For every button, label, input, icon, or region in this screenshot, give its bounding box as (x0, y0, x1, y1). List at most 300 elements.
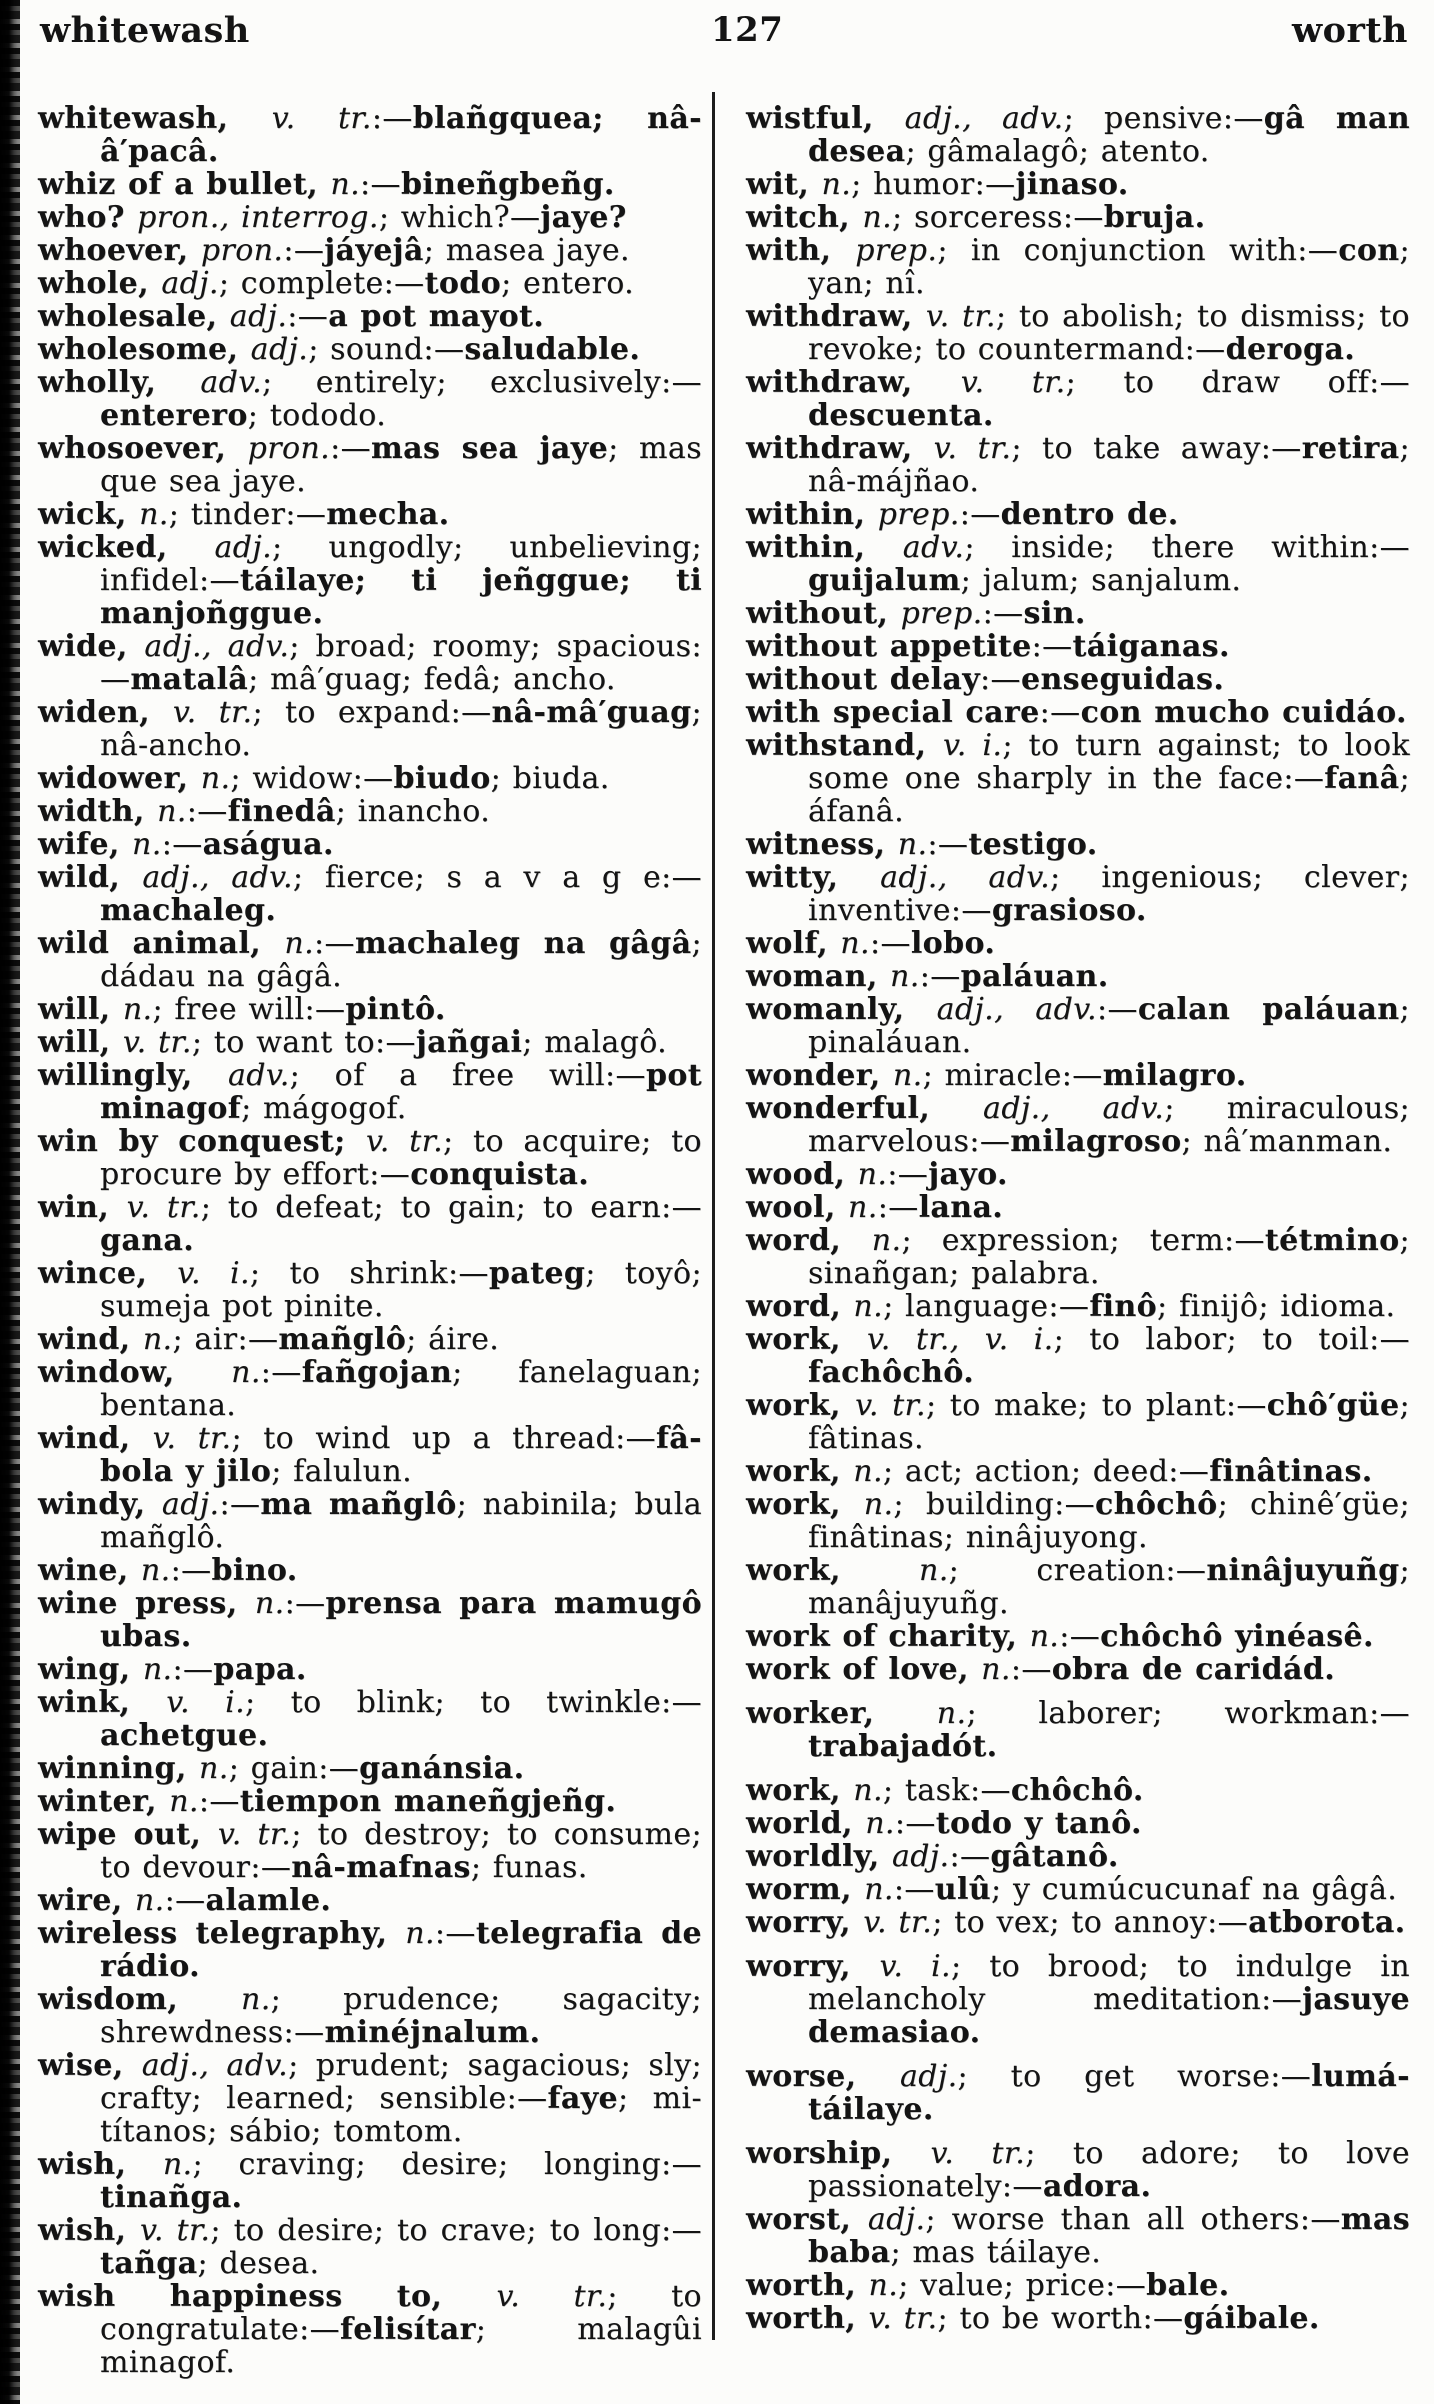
headword-or-translation: wonderful, (746, 1091, 984, 1126)
headword-or-translation: wince, (38, 1256, 178, 1291)
headword-or-translation: winning, (38, 1751, 200, 1786)
headword-or-translation: obra de caridád. (1051, 1652, 1336, 1687)
dictionary-entry (746, 927, 1410, 960)
headword-or-translation: wild animal, (38, 926, 285, 961)
headword-or-translation: jáyejâ (324, 233, 424, 268)
dictionary-entry (38, 333, 702, 366)
headword-or-translation: wood, (746, 1157, 858, 1192)
part-of-speech: adj., adv. (936, 992, 1097, 1027)
headword-or-translation: wolf, (746, 926, 841, 961)
headword-or-translation: con (1338, 233, 1400, 268)
headword-or-translation: prensa para mamugô ubas. (100, 1586, 703, 1654)
gloss-text: ; language:— (883, 1289, 1090, 1324)
headword-or-translation: wholly, (38, 365, 201, 400)
gloss-text: ; entirely; exclusively:— (262, 365, 702, 400)
headword-or-translation: wool, (746, 1190, 849, 1225)
headword-or-translation: tinañga. (100, 2180, 243, 2215)
part-of-speech: n. (132, 827, 162, 862)
headword-or-translation: enseguidas. (1020, 662, 1225, 697)
headword-or-translation: jaye? (540, 200, 627, 235)
part-of-speech: n. (840, 926, 870, 961)
headword-or-translation: saludable. (464, 332, 641, 367)
part-of-speech: pron. (200, 233, 284, 268)
dictionary-entry (746, 1224, 1410, 1290)
part-of-speech: n. (254, 1586, 285, 1621)
gloss-text: :— (287, 299, 329, 334)
headword-or-translation: willingly, (38, 1058, 229, 1093)
headword-or-translation: mas baba (808, 2202, 1411, 2270)
gloss-text: :— (887, 1157, 929, 1192)
headword-or-translation: chôchô. (1010, 1773, 1144, 1808)
dictionary-entry (746, 1059, 1410, 1092)
part-of-speech: v. i. (177, 1256, 250, 1291)
headword-or-translation: whitewash, (38, 101, 272, 136)
headword-or-translation: deroga. (1225, 332, 1356, 367)
dictionary-entry (38, 1059, 702, 1125)
gloss-text: ; tinder:— (168, 497, 327, 532)
part-of-speech: n. (157, 794, 187, 829)
headword-or-translation: achetgue. (100, 1718, 269, 1753)
headword-or-translation: mañglô (278, 1322, 407, 1357)
gloss-text: :— (170, 1553, 212, 1588)
headword-or-translation: with special care (746, 695, 1040, 730)
part-of-speech: n. (134, 1883, 165, 1918)
gloss-text: ; falulun. (271, 1454, 413, 1489)
gloss-text: ; sinañgan; palabra. (808, 1223, 1411, 1291)
part-of-speech: v. tr. (126, 1190, 201, 1225)
gloss-text: :— (1010, 1652, 1052, 1687)
dictionary-entry (38, 1026, 702, 1059)
part-of-speech: n. (871, 1223, 902, 1258)
gloss-text: ; nâ-májñao. (808, 431, 1410, 499)
headword-or-translation: win, (38, 1190, 127, 1225)
dictionary-entry (38, 1653, 702, 1686)
dictionary-entry (746, 1389, 1410, 1455)
part-of-speech: v. tr. (140, 2213, 211, 2248)
page-number: 127 (710, 10, 784, 50)
part-of-speech: v. tr. (863, 1905, 933, 1940)
gloss-text: ; to take away:— (1011, 431, 1302, 466)
dictionary-entry (746, 168, 1410, 201)
part-of-speech: adj. (891, 1839, 950, 1874)
gloss-text: ; fierce; s a v a g e:— (292, 860, 703, 895)
gloss-text: ; áire. (406, 1322, 500, 1357)
dictionary-entry (746, 2137, 1410, 2203)
part-of-speech: v. tr. (933, 431, 1012, 466)
headword-or-translation: testigo. (968, 827, 1098, 862)
dictionary-entry (38, 1983, 702, 2049)
part-of-speech: n. (892, 1058, 923, 1093)
part-of-speech: v. tr. (925, 299, 996, 334)
headword-or-translation: window, (38, 1355, 232, 1390)
gloss-text: :— (980, 662, 1021, 697)
part-of-speech: n. (848, 1190, 878, 1225)
headword-or-translation: ulû (934, 1872, 992, 1907)
headword-or-translation: withdraw, (746, 365, 961, 400)
dictionary-entry (746, 1455, 1410, 1488)
gloss-text: ; miraculous; marvelous:— (808, 1091, 1411, 1159)
headword-or-translation: work, (746, 1773, 854, 1808)
part-of-speech: adj. (229, 299, 288, 334)
gloss-text: ; which?— (378, 200, 541, 235)
headword-or-translation: widen, (38, 695, 173, 730)
headword-or-translation: a pot mayot. (328, 299, 545, 334)
part-of-speech: n. (821, 167, 852, 202)
gloss-text: ; to be worth:— (937, 2301, 1184, 2336)
gloss-text: ; humor:— (851, 167, 1016, 202)
headword-or-translation: worry, (746, 1905, 864, 1940)
headword-or-translation: finedâ (227, 794, 336, 829)
headword-or-translation: jayo. (928, 1157, 1008, 1192)
headword-or-translation: without, (746, 596, 901, 631)
headword-or-translation: retira (1301, 431, 1400, 466)
part-of-speech: pron., interrog. (137, 200, 379, 235)
gloss-text: ; worse than all others:— (925, 2202, 1341, 2237)
part-of-speech: v. i. (166, 1685, 246, 1720)
part-of-speech: n. (122, 992, 153, 1027)
gloss-text: ; craving; desire; longing:— (192, 2147, 702, 2182)
part-of-speech: n. (169, 1784, 199, 1819)
gloss-text: ; y cumúcucunaf na gâgâ. (991, 1872, 1398, 1907)
headword-or-translation: bale. (1146, 2268, 1230, 2303)
part-of-speech: v. tr. (152, 1421, 232, 1456)
part-of-speech: v. tr. (855, 1388, 926, 1423)
gloss-text: ; expression; term:— (901, 1223, 1265, 1258)
headword-or-translation: withdraw, (746, 299, 926, 334)
gloss-text: :— (172, 1652, 214, 1687)
part-of-speech: adj., adv. (983, 1091, 1165, 1126)
part-of-speech: prep. (855, 233, 938, 268)
gloss-text: ; to adore; to love passionately:— (808, 2136, 1410, 2204)
gloss-text: ; gâmalagô; atento. (905, 134, 1210, 169)
dictionary-entry (38, 1818, 702, 1884)
dictionary-entry (746, 1697, 1410, 1763)
dictionary-entry (746, 1774, 1410, 1807)
gloss-text: ; to want to:— (191, 1025, 416, 1060)
part-of-speech: adj. (900, 2059, 958, 2094)
gloss-text: ; fâtinas. (808, 1388, 1410, 1456)
dictionary-entry (38, 2280, 702, 2379)
gloss-text: :— (1059, 1619, 1101, 1654)
headword-or-translation: wick, (38, 497, 140, 532)
headword-or-translation: minéjnalum. (324, 2015, 541, 2050)
headword-or-translation: work, (746, 1553, 919, 1588)
headword-or-translation: wind, (38, 1322, 143, 1357)
headword-or-translation: todo (424, 266, 502, 301)
gloss-text: ; mi-títanos; sábio; tomtom. (100, 2081, 703, 2149)
gloss-text: ; gain:— (228, 1751, 360, 1786)
headword-or-translation: ninâjuyuñg (1206, 1553, 1400, 1588)
headword-or-translation: with, (746, 233, 856, 268)
part-of-speech: n. (863, 1487, 894, 1522)
headword-or-translation: telegrafia de rádio. (100, 1916, 702, 1984)
gloss-text: ; sound:— (308, 332, 465, 367)
part-of-speech: adv. (902, 530, 965, 565)
dictionary-entry (746, 300, 1410, 366)
gloss-text: :— (982, 596, 1024, 631)
gloss-text: ; to congratulate:— (100, 2279, 702, 2347)
gloss-text: ; to desire; to crave; to long:— (210, 2213, 702, 2248)
dictionary-entry (746, 102, 1410, 168)
headword-or-translation: wink, (38, 1685, 167, 1720)
part-of-speech: n. (868, 2268, 899, 2303)
headword-or-translation: aságua. (202, 827, 334, 862)
headword-or-translation: blañgquea; nâ-â′pacâ. (100, 101, 703, 169)
headword-or-translation: fanâ (1324, 761, 1400, 796)
part-of-speech: n. (199, 1751, 229, 1786)
part-of-speech: n. (284, 926, 315, 961)
part-of-speech: adj., adv. (142, 860, 293, 895)
dictionary-entry (746, 993, 1410, 1059)
dictionary-entry (746, 1950, 1410, 2049)
dictionary-entry (746, 1290, 1410, 1323)
part-of-speech: n. (139, 497, 169, 532)
headword-or-translation: enterero (100, 398, 248, 433)
part-of-speech: adj., adv. (144, 629, 290, 664)
headword-or-translation: wine press, (38, 1586, 255, 1621)
headword-or-translation: ma mañglô (260, 1487, 457, 1522)
part-of-speech: n. (240, 1982, 271, 2017)
scan-edge-artifact (0, 0, 20, 2404)
part-of-speech: adv. (228, 1058, 290, 1093)
gloss-text: ; prudent; sagacious; sly; crafty; learned; sensible:— (100, 2048, 703, 2116)
headword-or-translation: wisdom, (38, 1982, 241, 2017)
gloss-text: ; miracle:— (922, 1058, 1103, 1093)
gloss-text: :— (434, 1916, 476, 1951)
dictionary-entry (746, 531, 1410, 597)
gloss-text: ; pinaláuan. (808, 992, 1411, 1060)
headword-or-translation: without delay (746, 662, 981, 697)
headword-or-translation: worship, (746, 2136, 931, 2171)
dictionary-entry (38, 1488, 702, 1554)
gloss-text: :— (260, 1355, 302, 1390)
gloss-text: ; mâ′guag; fedâ; ancho. (248, 662, 616, 697)
dictionary-entry (746, 960, 1410, 993)
part-of-speech: n. (857, 1157, 888, 1192)
dictionary-entry (746, 2060, 1410, 2126)
gloss-text: ; malagô. (522, 1025, 668, 1060)
gloss-text: ; to wind up a thread:— (231, 1421, 656, 1456)
headword-or-translation: matalâ (130, 662, 249, 697)
dictionary-entry (746, 1191, 1410, 1224)
dictionary-entry (38, 267, 702, 300)
headword-or-translation: descuenta. (808, 398, 994, 433)
dictionary-entry (746, 828, 1410, 861)
gloss-text: ; creation:— (948, 1553, 1207, 1588)
gloss-text: :— (198, 1784, 240, 1819)
headword-or-translation: worse, (746, 2059, 900, 2094)
gloss-text: :— (959, 497, 1001, 532)
part-of-speech: n. (162, 2147, 193, 2182)
headword-or-translation: work, (746, 1454, 854, 1489)
gloss-text: :— (186, 794, 228, 829)
dictionary-entry (38, 2214, 702, 2280)
headword-or-translation: nâ-mâ′guag (491, 695, 692, 730)
gloss-text: ; finijô; idioma. (1157, 1289, 1396, 1324)
dictionary-entry (746, 696, 1410, 729)
dictionary-entry (38, 1356, 702, 1422)
part-of-speech: n. (330, 167, 361, 202)
right-column (746, 102, 1410, 2379)
gloss-text: ; inancho. (335, 794, 491, 829)
part-of-speech: n. (140, 1553, 171, 1588)
headword-or-translation: táilaye; ti jeñggue; ti manjoñggue. (100, 563, 702, 631)
gloss-text: ; laborer; workman:— (966, 1696, 1410, 1731)
headword-or-translation: bino. (211, 1553, 298, 1588)
gloss-text: ; to draw off:— (1065, 365, 1410, 400)
headword-or-translation: gáibale. (1183, 2301, 1320, 2336)
headword-or-translation: worst, (746, 2202, 868, 2237)
headword-or-translation: faye (547, 2081, 619, 2116)
headword-or-translation: wholesome, (38, 332, 251, 367)
headword-or-translation: word, (746, 1289, 854, 1324)
headword-or-translation: lana. (918, 1190, 1004, 1225)
dictionary-entry (746, 1323, 1410, 1389)
gloss-text: :— (283, 233, 325, 268)
part-of-speech: adj., adv. (141, 2048, 289, 2083)
gloss-text: ; ingenious; clever; inventive:— (808, 860, 1411, 928)
dictionary-entry (746, 201, 1410, 234)
part-of-speech: adj., adv. (904, 101, 1064, 136)
dictionary-entry (746, 432, 1410, 498)
headword-or-translation: whole, (38, 266, 162, 301)
part-of-speech: n. (853, 1773, 883, 1808)
headword-or-translation: wicked, (38, 530, 215, 565)
headword-or-translation: lumá-táilaye. (808, 2059, 1410, 2127)
gloss-text: ; free will:— (152, 992, 346, 1027)
headword-or-translation: will, (38, 992, 123, 1027)
dictionary-entry (746, 1906, 1410, 1939)
gloss-text: ; inside; there within:— (964, 530, 1410, 565)
gloss-text: :— (1031, 629, 1073, 664)
part-of-speech: n. (200, 761, 231, 796)
dictionary-entry (38, 927, 702, 993)
headword-or-translation: gâtanô. (990, 1839, 1119, 1874)
dictionary-entry (38, 234, 702, 267)
headword-or-translation: wistful, (746, 101, 905, 136)
headword-or-translation: conquista. (410, 1157, 590, 1192)
part-of-speech: v. tr. (496, 2279, 608, 2314)
headword-or-translation: adora. (1042, 2169, 1152, 2204)
gloss-text: ; prudence; sagacity; shrewdness:— (100, 1982, 702, 2050)
gloss-text: :— (164, 1883, 206, 1918)
headword-or-translation: witch, (746, 200, 863, 235)
headword-or-translation: dentro de. (1000, 497, 1179, 532)
headword-or-translation: work, (746, 1388, 856, 1423)
headword-or-translation: width, (38, 794, 158, 829)
gloss-text: ; toyô; sumeja pot pinite. (100, 1256, 703, 1324)
headword-or-translation: witty, (746, 860, 881, 895)
headword-or-translation: chôchô yinéasê. (1100, 1619, 1374, 1654)
part-of-speech: adj. (161, 266, 219, 301)
page-header (40, 10, 1408, 51)
part-of-speech: v. tr. (122, 1025, 192, 1060)
dictionary-entry (38, 1257, 702, 1323)
part-of-speech: n. (981, 1652, 1011, 1687)
gloss-text: :— (330, 431, 371, 466)
dictionary-entry (38, 1125, 702, 1191)
gloss-text: ; manâjuyuñg. (808, 1553, 1410, 1621)
headword-or-translation: nâ-mafnas (291, 1850, 471, 1885)
part-of-speech: prep. (877, 497, 960, 532)
gloss-text: ; tododo. (247, 398, 387, 433)
headword-or-translation: whosoever, (38, 431, 248, 466)
headword-or-translation: tiempon maneñgjeñg. (239, 1784, 617, 1819)
part-of-speech: prep. (900, 596, 983, 631)
dictionary-entry (38, 1785, 702, 1818)
part-of-speech: adj. (250, 332, 309, 367)
headword-or-translation: wing, (38, 1652, 143, 1687)
gloss-text: ; task:— (882, 1773, 1011, 1808)
dictionary-entry (746, 498, 1410, 531)
dictionary-entry (746, 1158, 1410, 1191)
dictionary-entry (746, 663, 1410, 696)
headword-or-translation: táiganas. (1072, 629, 1230, 664)
headword-or-translation: jinaso. (1015, 167, 1129, 202)
part-of-speech: n. (862, 200, 893, 235)
headword-or-translation: felisítar (340, 2312, 476, 2347)
headword-or-translation: chô′güe (1266, 1388, 1400, 1423)
gloss-text: :— (919, 959, 961, 994)
dictionary-entry (38, 2148, 702, 2214)
headword-or-translation: mecha. (326, 497, 450, 532)
headword-or-translation: machaleg. (100, 893, 277, 928)
part-of-speech: n. (936, 1696, 967, 1731)
gloss-text: ; ungodly; unbelieving; infidel:— (100, 530, 702, 598)
headword-or-translation: milagroso (1010, 1124, 1182, 1159)
headword-or-translation: wonder, (746, 1058, 893, 1093)
headword-or-translation: machaleg na gâgâ (354, 926, 692, 961)
part-of-speech: v. i. (879, 1949, 951, 1984)
headword-or-translation: tétmino (1264, 1223, 1400, 1258)
dictionary-entry (746, 2269, 1410, 2302)
headword-or-translation: whoever, (38, 233, 201, 268)
dictionary-entry (38, 993, 702, 1026)
gloss-text: ; to abolish; to dismiss; to revoke; to countermand:— (808, 299, 1410, 367)
gloss-text: :— (219, 1487, 261, 1522)
headword-or-translation: work of charity, (746, 1619, 1030, 1654)
part-of-speech: v. tr. (365, 1124, 444, 1159)
part-of-speech: n. (853, 1454, 883, 1489)
dictionary-entry (746, 1488, 1410, 1554)
headword-or-translation: win by conquest; (38, 1124, 366, 1159)
headword-or-translation: con mucho cuidáo. (1080, 695, 1407, 730)
gloss-text: ; to destroy; to consume; to devour:— (100, 1817, 702, 1885)
headword-or-translation: world, (746, 1806, 866, 1841)
part-of-speech: n. (1029, 1619, 1060, 1654)
gloss-text: ; masea jaye. (423, 233, 630, 268)
headword-or-translation: chôchô (1094, 1487, 1218, 1522)
gloss-text: ; to turn against; to look some one sharply in the face:— (808, 728, 1411, 796)
gloss-text: ; dádau na gâgâ. (100, 926, 702, 994)
gloss-text: ; to vex; to annoy:— (932, 1905, 1249, 1940)
part-of-speech: adj., adv. (880, 860, 1051, 895)
headword-or-translation: wind, (38, 1421, 153, 1456)
headword-or-translation: work of love, (746, 1652, 982, 1687)
dictionary-entry (746, 729, 1410, 828)
part-of-speech: v. i. (942, 728, 1003, 763)
gloss-text: ; of a free will:— (289, 1058, 646, 1093)
part-of-speech: v. tr. (217, 1817, 292, 1852)
headword-or-translation: worker, (746, 1696, 937, 1731)
gloss-text: ; to get worse:— (957, 2059, 1312, 2094)
part-of-speech: adj. (214, 530, 273, 565)
headword-or-translation: pateg (488, 1256, 586, 1291)
part-of-speech: n. (890, 959, 920, 994)
headword-or-translation: within, (746, 497, 878, 532)
gloss-text: ; chinê′güe; finâtinas; ninâjuyong. (808, 1487, 1410, 1555)
part-of-speech: adv. (200, 365, 263, 400)
